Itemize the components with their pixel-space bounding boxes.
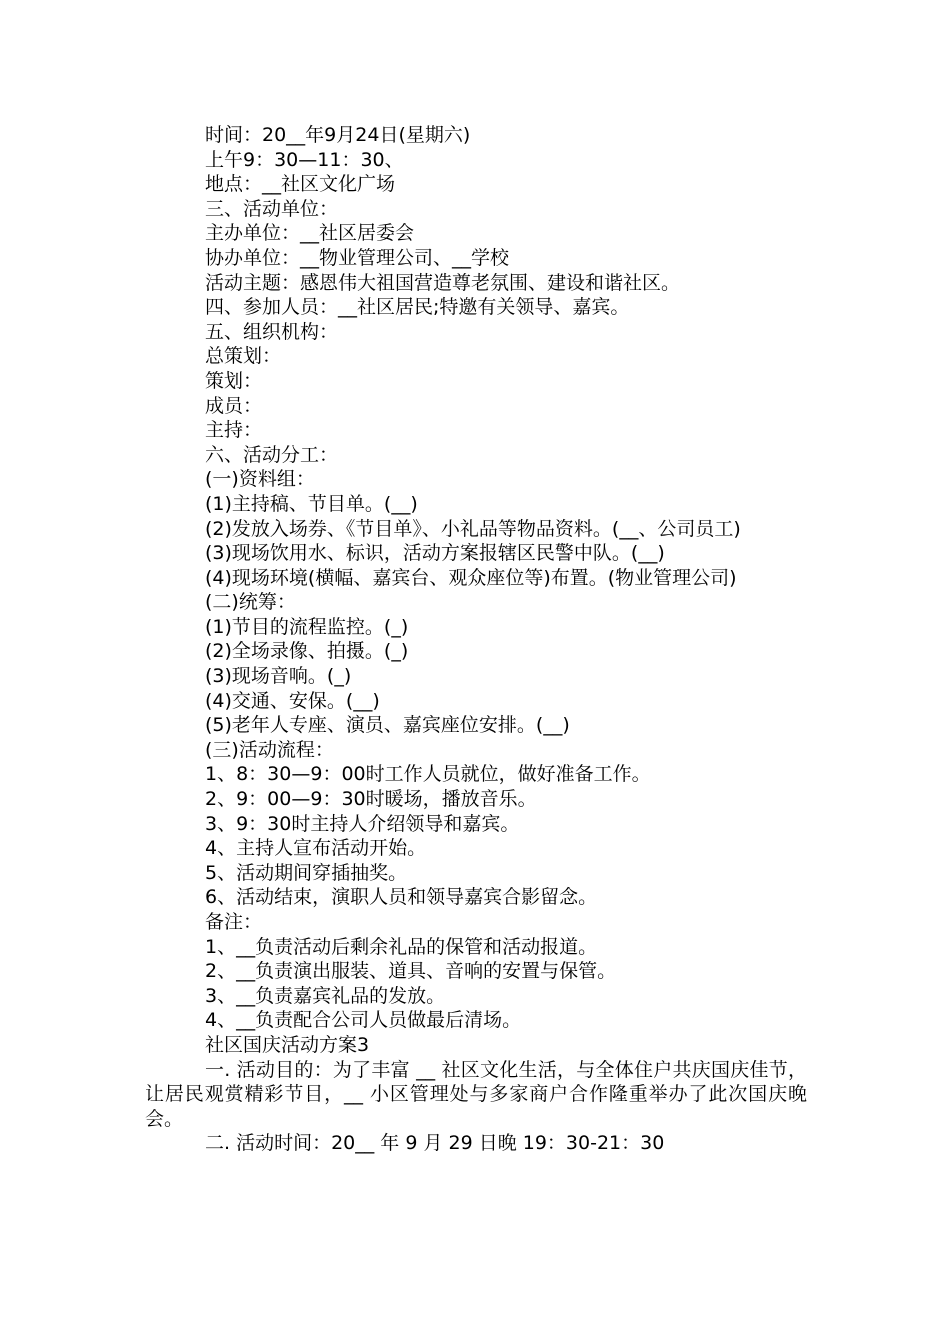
subsection-heading: (二)统筹： <box>205 591 296 614</box>
list-item: 4、主持人宣布活动开始。 <box>205 837 427 860</box>
list-item: (4)交通、安保。(__) <box>205 689 380 712</box>
list-item: 2、__负责演出服装、道具、音响的安置与保管。 <box>205 960 617 983</box>
text-line: 上午9：30—11：30、 <box>205 148 404 171</box>
notes-heading: 备注： <box>205 911 263 933</box>
text-line: 二. 活动时间：20__ 年 9 月 29 日晚 19：30-21：30 <box>205 1132 665 1155</box>
text-line: 主办单位：__社区居委会 <box>205 222 415 245</box>
list-item: 1、8：30—9：00时工作人员就位，做好准备工作。 <box>205 763 651 786</box>
text-line: 策划： <box>205 369 263 392</box>
document-title: 社区国庆活动方案3 <box>205 1033 370 1056</box>
section-heading: 三、活动单位： <box>205 197 339 220</box>
text-line: 成员： <box>205 394 263 417</box>
list-item: 2、9：00—9：30时暖场，播放音乐。 <box>205 788 537 811</box>
list-item: 3、9：30时主持人介绍领导和嘉宾。 <box>205 812 520 835</box>
list-item: 6、活动结束，演职人员和领导嘉宾合影留念。 <box>205 886 598 909</box>
text-line: 主持： <box>205 419 263 442</box>
list-item: 4、__负责配合公司人员做最后清场。 <box>205 1009 522 1032</box>
list-item: (5)老年人专座、演员、嘉宾座位安排。(__) <box>205 714 570 737</box>
list-item: (1)主持稿、节目单。(__) <box>205 492 418 515</box>
list-item: 1、__负责活动后剩余礼品的保管和活动报道。 <box>205 935 598 958</box>
list-item: 5、活动期间穿插抽奖。 <box>205 861 408 884</box>
subsection-heading: (一)资料组： <box>205 468 315 491</box>
document-body <box>145 123 807 1156</box>
list-item-wrapped: (2)发放入场券、《节目单》、小礼品等物品资料。(__、公司员工) <box>205 517 741 540</box>
list-item: (2)全场录像、拍摄。(_) <box>205 640 409 663</box>
body-paragraph: 一. 活动目的：为了丰富 __ 社区文化生活，与全体住户共庆国庆佳节，让居民观赏精彩节目，__ 小区管理处与多家商户合作隆重举办了此次国庆晚会。 <box>145 1058 807 1130</box>
list-item: 3、__负责嘉宾礼品的发放。 <box>205 984 446 1007</box>
section-heading: 五、组织机构： <box>205 320 339 343</box>
section-heading: 六、活动分工： <box>205 443 339 466</box>
text-line: 活动主题：感恩伟大祖国营造尊老氛围、建设和谐社区。 <box>205 271 681 294</box>
list-item-wrapped: (4)现场环境(横幅、嘉宾台、观众座位等)布置。(物业管理公司) <box>205 566 737 589</box>
text-line: 地点：__社区文化广场 <box>205 173 396 196</box>
text-line: 协办单位：__物业管理公司、__学校 <box>205 246 510 269</box>
list-item: (3)现场饮用水、标识，活动方案报辖区民警中队。(__) <box>205 542 665 565</box>
text-line: 时间：20__年9月24日(星期六) <box>205 124 471 146</box>
text-line: 总策划： <box>205 345 282 368</box>
list-item: (3)现场音响。(_) <box>205 665 352 688</box>
list-item: (1)节目的流程监控。(_) <box>205 615 409 638</box>
subsection-heading: (三)活动流程： <box>205 738 334 761</box>
section-heading: 四、参加人员：__社区居民;特邀有关领导、嘉宾。 <box>205 296 630 319</box>
